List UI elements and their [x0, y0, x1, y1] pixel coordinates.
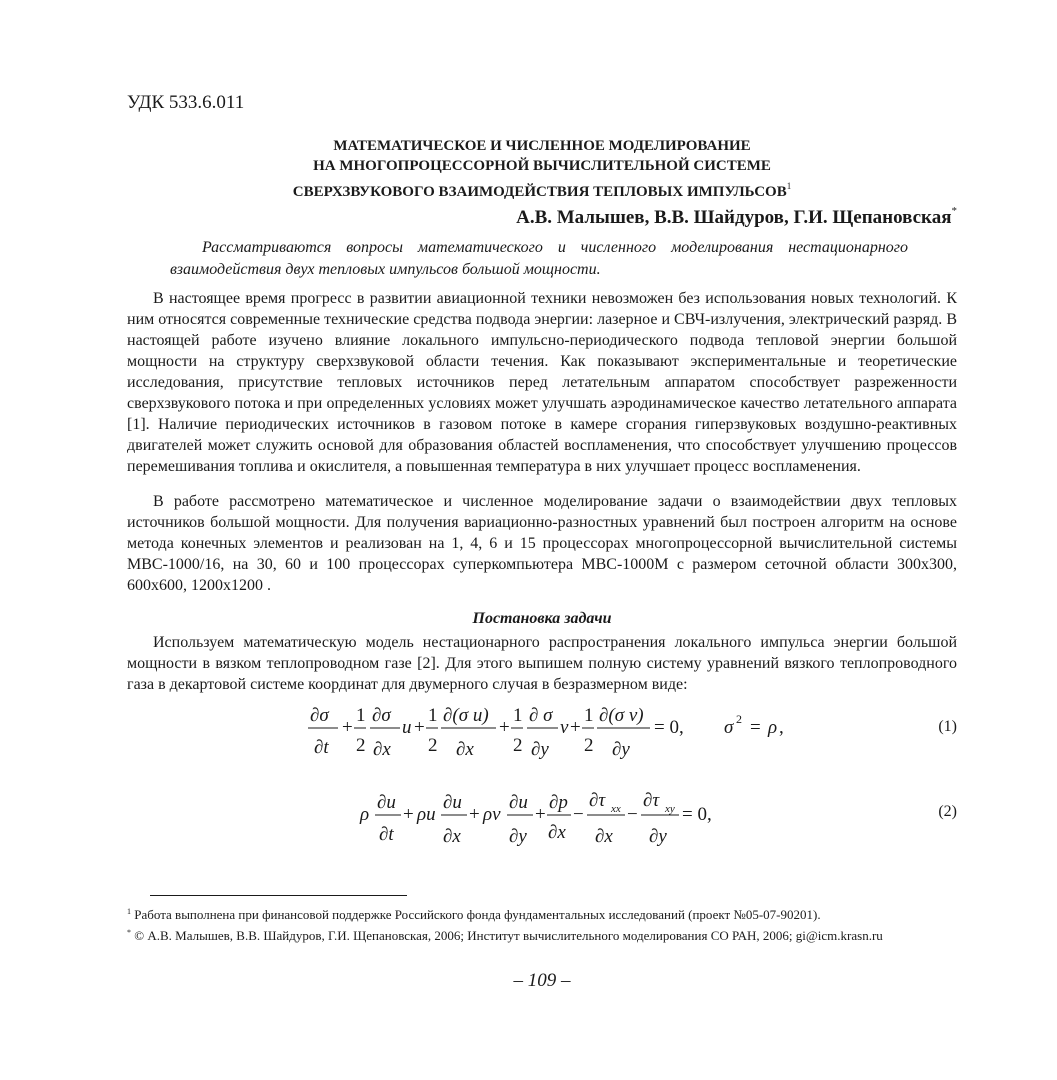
svg-text:=: =	[750, 717, 761, 738]
svg-text:2: 2	[513, 735, 523, 756]
svg-text:1: 1	[356, 705, 366, 726]
authors	[516, 205, 957, 229]
svg-text:u: u	[402, 717, 412, 738]
svg-text:∂y: ∂y	[612, 739, 630, 760]
svg-text:+: +	[342, 717, 353, 738]
svg-text:+: +	[414, 717, 425, 738]
svg-text:−: −	[573, 804, 584, 825]
svg-text:v: v	[560, 717, 569, 738]
svg-text:ρ: ρ	[360, 804, 370, 825]
svg-text:∂x: ∂x	[443, 826, 461, 847]
svg-text:+: +	[403, 804, 414, 825]
paragraph-text: Используем математическую модель нестационарного распространения локального импульса энергии большой мощности в вязком теплопроводном газе [2]. Для этого выпишем полную систему уравнений вязкого теплопроводного газа в декартовой системе координат для двумерного случая в безразмерном виде:	[127, 634, 957, 693]
svg-text:xy: xy	[665, 803, 675, 815]
svg-text:∂x: ∂x	[373, 739, 391, 760]
udk-code: УДК 533.6.011	[127, 92, 245, 113]
svg-text:∂τ: ∂τ	[643, 790, 660, 811]
footnote-text: Работа выполнена при финансовой поддержке Российского фонда фундаментальных исследований (проект №05-07-90201).	[134, 907, 821, 922]
svg-text:2: 2	[356, 735, 366, 756]
svg-text:∂ σ: ∂ σ	[529, 705, 553, 726]
article-title	[127, 136, 957, 202]
svg-text:= 0,: = 0,	[654, 717, 684, 738]
svg-text:+: +	[535, 804, 546, 825]
svg-text:ρv: ρv	[483, 804, 501, 825]
title-line	[127, 176, 957, 202]
svg-text:∂p: ∂p	[549, 792, 568, 813]
footnote-2	[127, 924, 957, 945]
section-heading: Постановка задачи	[472, 610, 612, 627]
svg-text:∂(σ v): ∂(σ v)	[599, 705, 644, 726]
abstract: Рассматриваются вопросы математического и численного моделирования нестационарного взаимодействия двух тепловых импульсов большой мощности.	[170, 239, 908, 278]
svg-text:∂t: ∂t	[379, 824, 394, 845]
paragraph-text: В настоящее время прогресс в развитии авиационной техники невозможен без использования новых технологий. К ним относятся современные технические средства подвода энергии: лазерное и СВЧ-излучения, электрический разряд. В настоящей работе изучено влияние локального импульсно-периодического подвода тепловой энергии большой мощности на структуру сверхзвуковой области течения. Как показывают экспериментальные и теоретические исследования, присутствие тепловых источников перед летательным аппаратом способствует разреженности сверхзвукового потока и при определенных условиях может улучшать аэродинамическое качество летательного аппарата [1]. Наличие периодических источников в газовом потоке в камере сгорания гиперзвуковых воздушно-реактивных двигателей может служить основой для образования областей воспламенения, что способствует улучшению процессов перемешивания топлива и окислителя, а повышенная температура в них улучшает процесс воспламенения.	[127, 290, 957, 475]
svg-text:∂x: ∂x	[548, 822, 566, 843]
svg-text:∂τ: ∂τ	[589, 790, 606, 811]
svg-text:∂(σ u): ∂(σ u)	[443, 705, 489, 726]
svg-text:+: +	[499, 717, 510, 738]
footnote-mark: *	[127, 928, 131, 937]
paragraph	[127, 288, 957, 594]
svg-text:∂y: ∂y	[531, 739, 549, 760]
svg-text:2: 2	[428, 735, 438, 756]
svg-text:1: 1	[513, 705, 523, 726]
svg-text:,: ,	[779, 717, 784, 738]
svg-text:∂u: ∂u	[377, 792, 396, 813]
svg-text:σ: σ	[724, 717, 734, 738]
title-line: МАТЕМАТИЧЕСКОЕ И ЧИСЛЕННОЕ МОДЕЛИРОВАНИЕ	[333, 138, 751, 154]
footnote-divider	[150, 895, 407, 896]
svg-text:ρ: ρ	[768, 717, 778, 738]
title-line: НА МНОГОПРОЦЕССОРНОЙ ВЫЧИСЛИТЕЛЬНОЙ СИСТЕМЕ	[313, 158, 771, 174]
paragraph-text: В работе рассмотрено математическое и численное моделирование задачи о взаимодействии двух тепловых источников большой мощности. Для получения вариационно-разностных уравнений был построен алгоритм на основе метода конечных элементов и реализован на 1, 4, 6 и 15 процессорах многопроцессорной вычислительной системы МВС-1000/16, на 30, 60 и 100 процессорах суперкомпьютера МВС-1000М с размером сеточной области 300x300, 600x600, 1200x1200 .	[127, 493, 957, 594]
svg-text:−: −	[627, 804, 638, 825]
svg-text:ρu: ρu	[417, 804, 436, 825]
page-number: – 109 –	[513, 970, 571, 991]
svg-text:xx: xx	[611, 803, 621, 815]
authors-text: А.В. Малышев, В.В. Шайдуров, Г.И. Щепановская	[516, 207, 952, 228]
svg-text:= 0,: = 0,	[682, 804, 712, 825]
title-line-text: СВЕРХЗВУКОВОГО ВЗАИМОДЕЙСТВИЯ ТЕПЛОВЫХ ИМПУЛЬСОВ	[292, 184, 787, 200]
authors-footnote-mark[interactable]: *	[951, 205, 957, 217]
svg-text:∂y: ∂y	[509, 826, 527, 847]
svg-text:+: +	[570, 717, 581, 738]
equation-2	[355, 782, 735, 852]
paragraph	[127, 632, 957, 695]
svg-text:∂x: ∂x	[595, 826, 613, 847]
svg-text:∂σ: ∂σ	[372, 705, 391, 726]
svg-text:1: 1	[584, 705, 594, 726]
svg-text:∂y: ∂y	[649, 826, 667, 847]
svg-text:2: 2	[584, 735, 594, 756]
footnote-1	[127, 903, 957, 924]
footnotes	[127, 903, 957, 945]
svg-text:∂σ: ∂σ	[310, 705, 329, 726]
svg-text:1: 1	[428, 705, 438, 726]
equation-number: (1)	[938, 718, 957, 735]
equation-number: (2)	[938, 803, 957, 820]
svg-text:∂u: ∂u	[443, 792, 462, 813]
equation-1	[300, 695, 800, 761]
svg-text:∂t: ∂t	[314, 737, 329, 758]
svg-text:2: 2	[736, 712, 742, 726]
svg-text:+: +	[469, 804, 480, 825]
footnote-mark: 1	[127, 907, 131, 916]
footnote-text: © А.В. Малышев, В.В. Шайдуров, Г.И. Щепановская, 2006; Институт вычислительного моделирования СО РАН, 2006; gi@icm.krasn.ru	[134, 928, 883, 943]
svg-text:∂x: ∂x	[456, 739, 474, 760]
svg-text:∂u: ∂u	[509, 792, 528, 813]
title-footnote-mark[interactable]: 1	[786, 181, 792, 191]
